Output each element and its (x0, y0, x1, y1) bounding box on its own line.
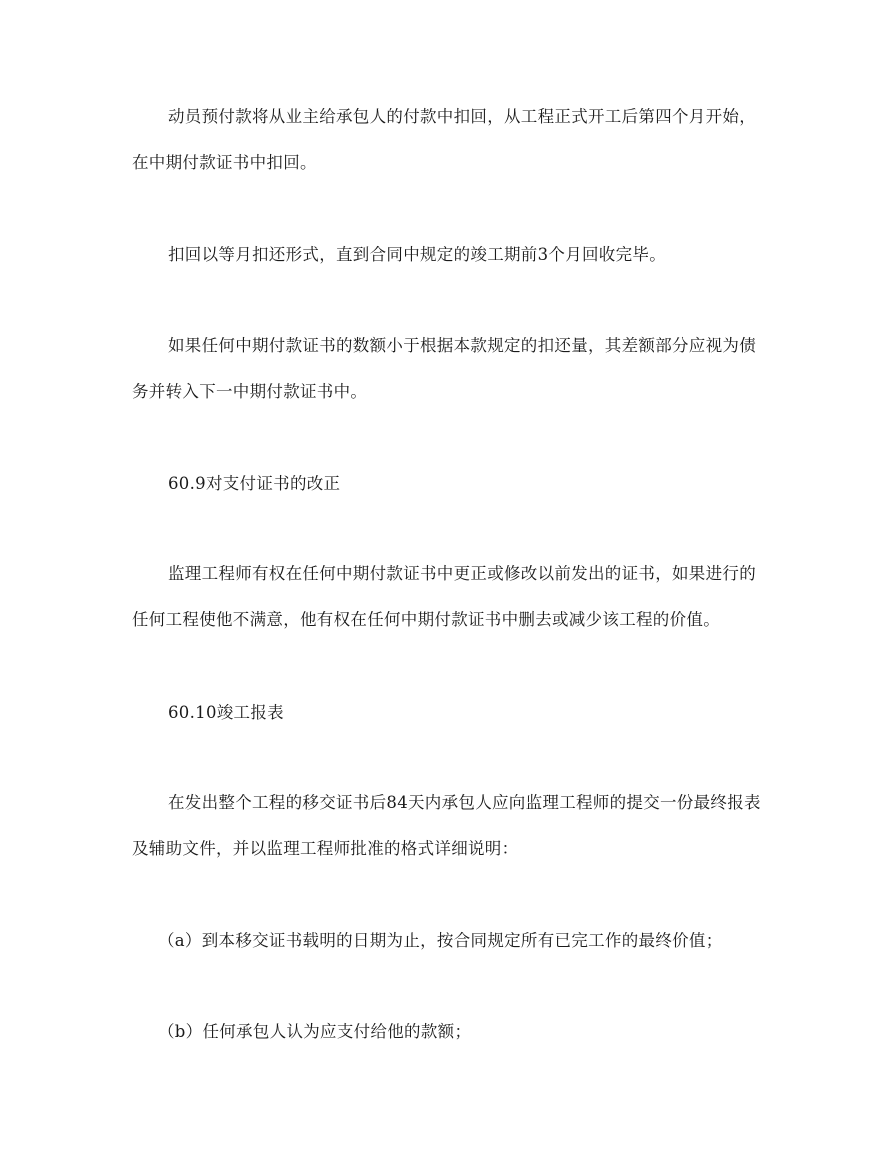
paragraph-monthly-deduction: 扣回以等月扣还形式，直到合同中规定的竣工期前3个月回收完毕。 (168, 245, 666, 264)
section-heading-60-9: 60.9对支付证书的改正 (168, 474, 341, 493)
section-heading-60-10: 60.10竣工报表 (168, 703, 284, 722)
paragraph-debt-transfer: 如果任何中期付款证书的数额小于根据本款规定的扣还量，其差额部分应视为债务并转入下一中期付款证书中。 (132, 336, 756, 401)
paragraph-advance-payment-deduction: 动员预付款将从业主给承包人的付款中扣回，从工程正式开工后第四个月开始，在中期付款证书中扣回。 (132, 107, 756, 172)
paragraph-final-statement: 在发出整个工程的移交证书后84天内承包人应向监理工程师的提交一份最终报表及辅助文件，并以监理工程师批准的格式详细说明： (132, 793, 761, 858)
list-item-a: （a）到本移交证书载明的日期为止，按合同规定所有已完工作的最终价值； (158, 931, 723, 950)
list-item-b: （b）任何承包人认为应支付给他的款额； (158, 1022, 472, 1041)
paragraph-certificate-correction: 监理工程师有权在任何中期付款证书中更正或修改以前发出的证书，如果进行的任何工程使他不满意，他有权在任何中期付款证书中删去或减少该工程的价值。 (132, 564, 756, 629)
